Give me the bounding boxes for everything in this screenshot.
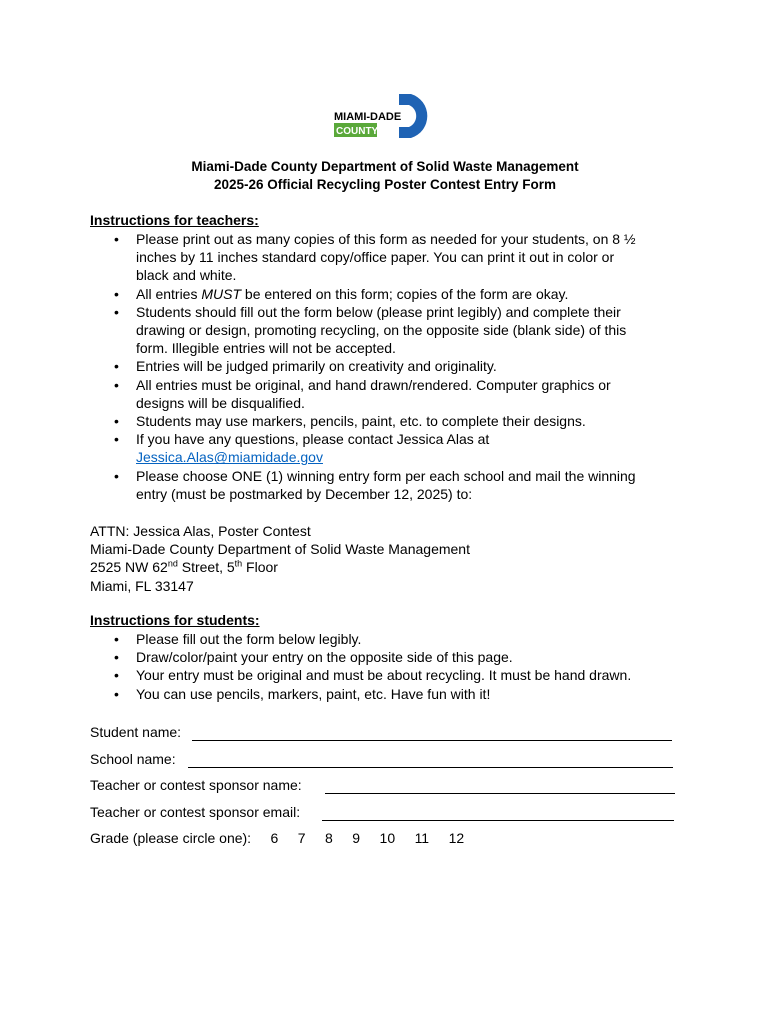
teacher-name-field[interactable]	[90, 777, 302, 795]
svg-text:MIAMI-DADE: MIAMI-DADE	[334, 111, 402, 123]
teacher-name-label: Teacher or contest sponsor name:	[90, 777, 302, 793]
list-item: • Students should fill out the form below (please print legibly) and complete their drawing or design, promoting recycling, on the opposite side (blank side) of this form. Illegible entries will not be accepted.	[90, 303, 636, 358]
grade-option[interactable]: 8	[325, 830, 333, 846]
school-name-label: School name:	[90, 751, 176, 767]
student-name-line[interactable]	[192, 740, 672, 741]
grade-option[interactable]: 11	[414, 830, 430, 846]
students-instructions-list	[90, 630, 631, 703]
contact-email-link[interactable]: Jessica.Alas@miamidade.gov	[136, 449, 323, 466]
title-line-2: 2025-26 Official Recycling Poster Contest Entry Form	[213, 177, 557, 192]
grade-option[interactable]: 9	[352, 830, 361, 846]
school-name-line[interactable]	[188, 767, 673, 768]
teacher-name-line[interactable]	[325, 793, 675, 794]
title-line-1: Miami-Dade County Department of Solid Waste Management	[191, 159, 579, 174]
list-item: • Draw/color/paint your entry on the opposite side of this page.	[90, 648, 631, 666]
list-item: • Please fill out the form below legibly.	[90, 630, 631, 648]
list-item: • Students may use markers, pencils, paint, etc. to complete their designs.	[90, 412, 636, 430]
teacher-email-label: Teacher or contest sponsor email:	[90, 804, 301, 820]
school-name-field[interactable]	[90, 751, 176, 769]
grade-option[interactable]: 6	[270, 830, 279, 846]
grade-option[interactable]: 12	[448, 830, 465, 846]
teacher-email-line[interactable]	[322, 820, 674, 821]
list-item: • Please choose ONE (1) winning entry form per each school and mail the winning entry (must be postmarked by December 12, 2025) to:	[90, 467, 636, 503]
student-name-field[interactable]	[90, 724, 181, 742]
list-item: • Please print out as many copies of this form as needed for your students, on 8 ½ inches by 11 inches standard copy/office paper. You can print it out in color or black and white.	[90, 230, 636, 285]
list-item: • All entries must be original, and hand drawn/rendered. Computer graphics or designs will be disqualified.	[90, 376, 636, 412]
page-title	[0, 158, 770, 194]
mailing-address: ATTN: Jessica Alas, Poster Contest Miami-Dade County Department of Solid Waste Management 2525 NW 62nd Street, 5th Floor Miami, FL 33147	[90, 523, 470, 594]
list-item: • All entries MUST be entered on this form; copies of the form are okay.	[90, 285, 636, 303]
list-item: • If you have any questions, please contact Jessica Alas at Jessica.Alas@miamidade.gov	[90, 430, 636, 466]
students-heading: Instructions for students:	[90, 612, 260, 628]
list-item: • You can use pencils, markers, paint, etc. Have fun with it!	[90, 685, 631, 703]
teachers-heading: Instructions for teachers:	[90, 212, 259, 228]
svg-text:COUNTY: COUNTY	[336, 126, 379, 137]
list-item: • Your entry must be original and must be about recycling. It must be hand drawn.	[90, 666, 631, 684]
student-name-label: Student name:	[90, 724, 182, 740]
teacher-email-field[interactable]	[90, 804, 300, 822]
grade-option[interactable]: 7	[297, 830, 306, 846]
miami-dade-county-logo	[333, 92, 433, 140]
list-item: • Entries will be judged primarily on creativity and originality.	[90, 357, 636, 375]
teachers-instructions-list	[90, 230, 636, 503]
grade-option[interactable]: 10	[379, 830, 396, 846]
grade-selector	[90, 830, 464, 846]
grade-label: Grade (please circle one):	[90, 830, 252, 846]
